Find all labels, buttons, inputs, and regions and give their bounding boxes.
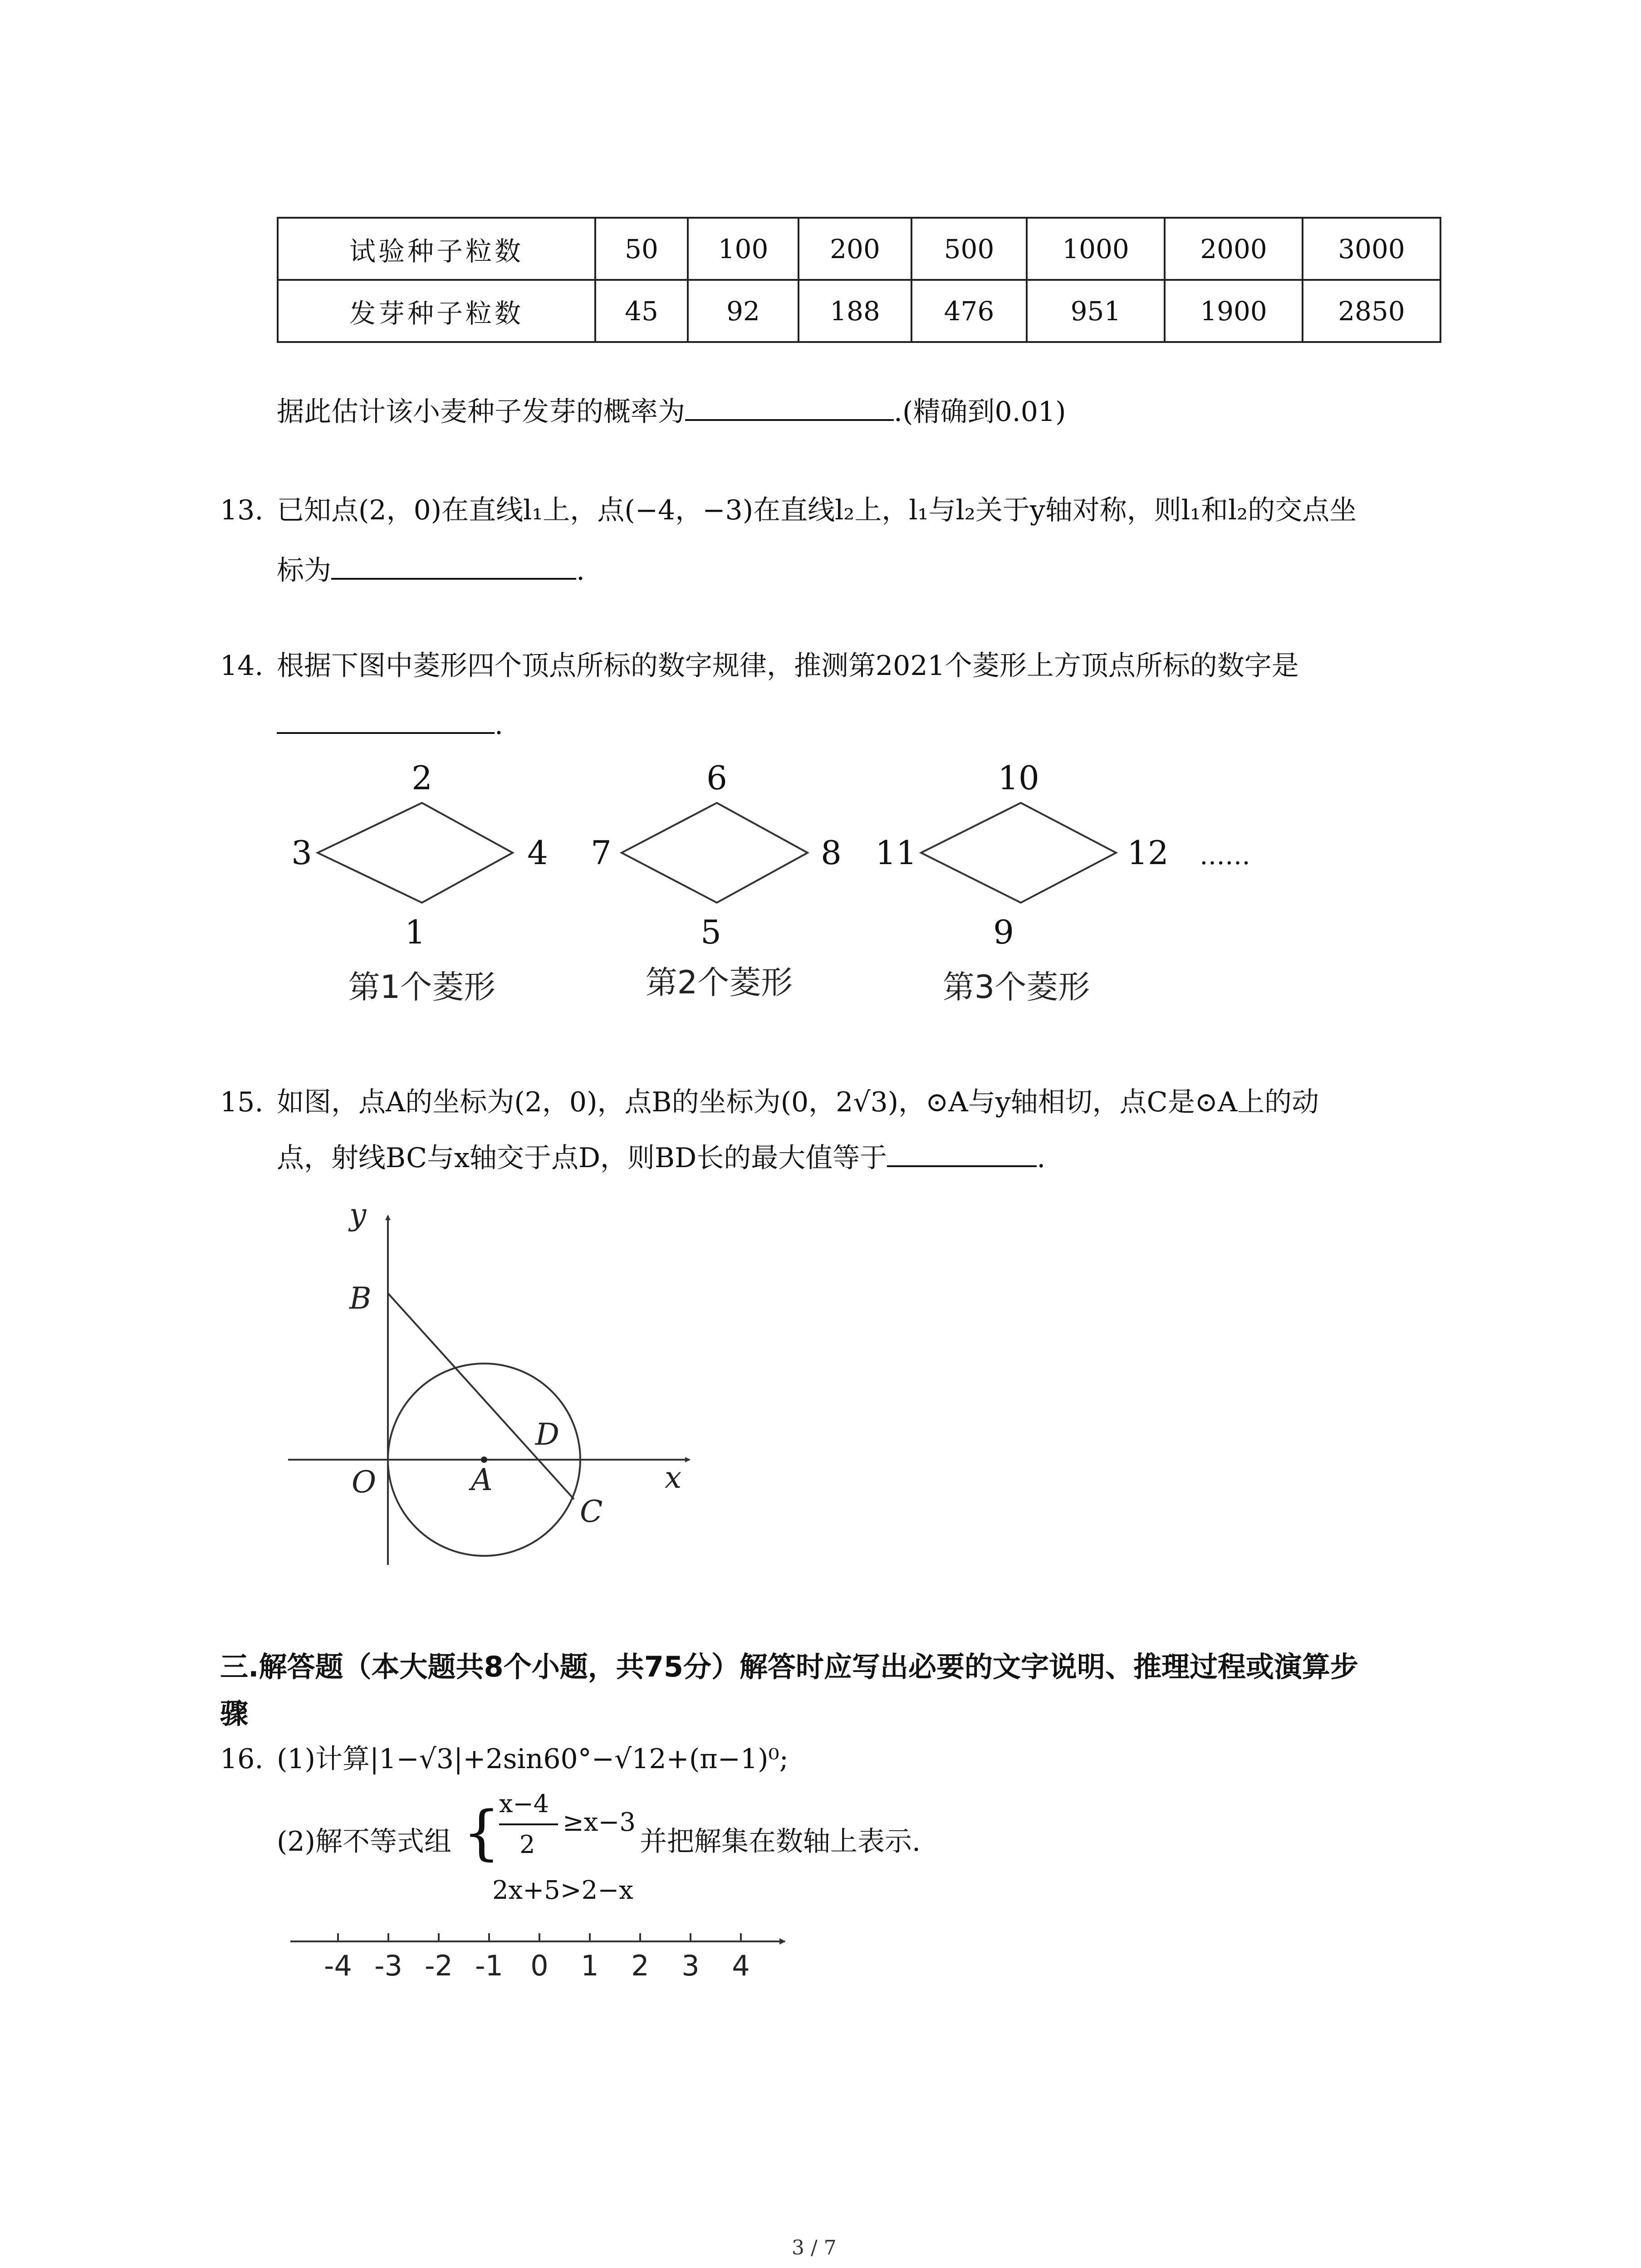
number-line-tick-label: -1 bbox=[475, 1949, 503, 1982]
answer-blank bbox=[887, 1165, 1037, 1167]
ineq2: 2x+5>2−x bbox=[492, 1876, 633, 1905]
table-cell: 3000 bbox=[1303, 218, 1440, 280]
number-line-tick-label: 1 bbox=[581, 1949, 599, 1982]
table-row bbox=[278, 280, 1440, 342]
section-3-title-line1: 三.解答题（本大题共8个小题，共75分）解答时应写出必要的文字说明、推理过程或演算步 bbox=[220, 1650, 1358, 1683]
ineq1-numerator: x−4 bbox=[499, 1789, 549, 1818]
rhombus-1-bottom: 1 bbox=[405, 913, 426, 951]
y-axis-label: y bbox=[349, 1198, 367, 1232]
number-line-tick-label: 2 bbox=[631, 1949, 649, 1982]
rhombus-1-left: 3 bbox=[291, 834, 312, 872]
q13-line2-text: 标为 bbox=[277, 555, 331, 587]
point-d-label: D bbox=[535, 1417, 559, 1452]
table-row-header: 试验种子粒数 bbox=[278, 218, 595, 280]
circle-tangent-figure bbox=[281, 1198, 735, 1574]
point-a-label: A bbox=[471, 1462, 493, 1497]
rhombus-2-top: 6 bbox=[706, 759, 727, 797]
table-cell: 92 bbox=[688, 280, 798, 342]
q13-line2 bbox=[277, 555, 585, 587]
answer-blank bbox=[331, 577, 576, 580]
rhombus-3-bottom: 9 bbox=[993, 913, 1014, 951]
ineq1-rest: ≥x−3 bbox=[563, 1808, 636, 1837]
q15-line1: 如图，点A的坐标为(2，0)，点B的坐标为(0，2√3)，⊙A与y轴相切，点C是⊙A上的动 bbox=[277, 1086, 1319, 1118]
rhombus-2-left: 7 bbox=[591, 834, 612, 872]
q14-suffix: . bbox=[495, 709, 504, 741]
rhombus-2-caption: 第2个菱形 bbox=[645, 964, 793, 1001]
q12-prompt: 据此估计该小麦种子发芽的概率为 bbox=[277, 396, 685, 428]
rhombus-3-left: 11 bbox=[875, 834, 917, 872]
rhombus-3-top: 10 bbox=[998, 759, 1039, 797]
table-cell: 100 bbox=[688, 218, 798, 280]
seed-germination-table bbox=[277, 217, 1441, 343]
ineq1-denominator: 2 bbox=[519, 1830, 535, 1859]
rhombus-1-right: 4 bbox=[527, 834, 548, 872]
q13-line1: 已知点(2，0)在直线l₁上，点(−4，−3)在直线l₂上，l₁与l₂关于y轴对称，则l₁和l₂的交点坐 bbox=[277, 494, 1357, 526]
table-row-header: 发芽种子粒数 bbox=[278, 280, 595, 342]
q12-suffix: .(精确到0.01) bbox=[894, 396, 1066, 428]
q14-line2 bbox=[277, 709, 504, 741]
rhombus-2-bottom: 5 bbox=[700, 913, 721, 951]
rhombus-3-right: 12 bbox=[1127, 834, 1169, 872]
q16-number: 16. bbox=[220, 1743, 264, 1775]
table-row bbox=[278, 218, 1440, 280]
point-o-label: O bbox=[352, 1465, 377, 1500]
q15-line2-text: 点，射线BC与x轴交于点D，则BD长的最大值等于 bbox=[277, 1142, 887, 1174]
table-cell: 2000 bbox=[1165, 218, 1303, 280]
table-cell: 951 bbox=[1027, 280, 1165, 342]
number-line bbox=[281, 1928, 808, 2005]
table-cell: 1900 bbox=[1165, 280, 1303, 342]
rhombus-1-shape bbox=[318, 803, 513, 903]
number-line-tick-label: -3 bbox=[374, 1949, 402, 1982]
rhombus-1-top: 2 bbox=[411, 759, 432, 797]
rhombus-3-caption: 第3个菱形 bbox=[942, 968, 1090, 1006]
q14-number: 14. bbox=[220, 650, 264, 682]
answer-blank bbox=[685, 419, 894, 421]
q16-part2-prefix: (2)解不等式组 bbox=[277, 1826, 451, 1857]
q15-number: 15. bbox=[220, 1086, 264, 1118]
table-cell: 2850 bbox=[1303, 280, 1440, 342]
table-cell: 500 bbox=[911, 218, 1027, 280]
q13-number: 13. bbox=[220, 494, 264, 526]
rhombus-sequence-figure bbox=[272, 753, 1316, 1025]
number-line-tick-label: 3 bbox=[681, 1949, 700, 1982]
table-cell: 45 bbox=[595, 280, 688, 342]
rhombus-3-shape bbox=[921, 803, 1116, 903]
table-cell: 476 bbox=[911, 280, 1027, 342]
q15-suffix: . bbox=[1037, 1142, 1046, 1174]
q13-suffix: . bbox=[576, 555, 585, 587]
sequence-ellipsis: …… bbox=[1200, 841, 1250, 870]
q16-part1: (1)计算|1−√3|+2sin60°−√12+(π−1)⁰; bbox=[277, 1743, 789, 1775]
q15-line2 bbox=[277, 1144, 1045, 1172]
x-axis-label: x bbox=[665, 1460, 682, 1495]
q16-part2-suffix: 并把解集在数轴上表示. bbox=[640, 1826, 921, 1857]
point-c-label: C bbox=[580, 1494, 603, 1529]
rhombus-2-shape bbox=[622, 803, 808, 903]
center-point-a bbox=[481, 1457, 487, 1463]
point-b-label: B bbox=[349, 1281, 372, 1316]
fraction-bar bbox=[499, 1823, 558, 1825]
section-3-title-line2: 骤 bbox=[220, 1697, 249, 1730]
table-cell: 1000 bbox=[1027, 218, 1165, 280]
table-cell: 188 bbox=[798, 280, 911, 342]
rhombus-1-caption: 第1个菱形 bbox=[348, 968, 496, 1006]
rhombus-2-right: 8 bbox=[821, 834, 842, 872]
q14-line1: 根据下图中菱形四个顶点所标的数字规律，推测第2021个菱形上方顶点所标的数字是 bbox=[277, 650, 1299, 682]
table-cell: 50 bbox=[595, 218, 688, 280]
number-line-tick-label: -4 bbox=[324, 1949, 352, 1982]
number-line-tick-label: 0 bbox=[530, 1949, 549, 1982]
table-cell: 200 bbox=[798, 218, 911, 280]
answer-blank bbox=[277, 732, 495, 734]
system-brace: { bbox=[463, 1798, 500, 1867]
q12-text bbox=[277, 396, 1066, 428]
number-line-tick-label: -2 bbox=[425, 1949, 453, 1982]
page-number: 3 / 7 bbox=[792, 2236, 837, 2259]
number-line-tick-label: 4 bbox=[732, 1949, 750, 1982]
